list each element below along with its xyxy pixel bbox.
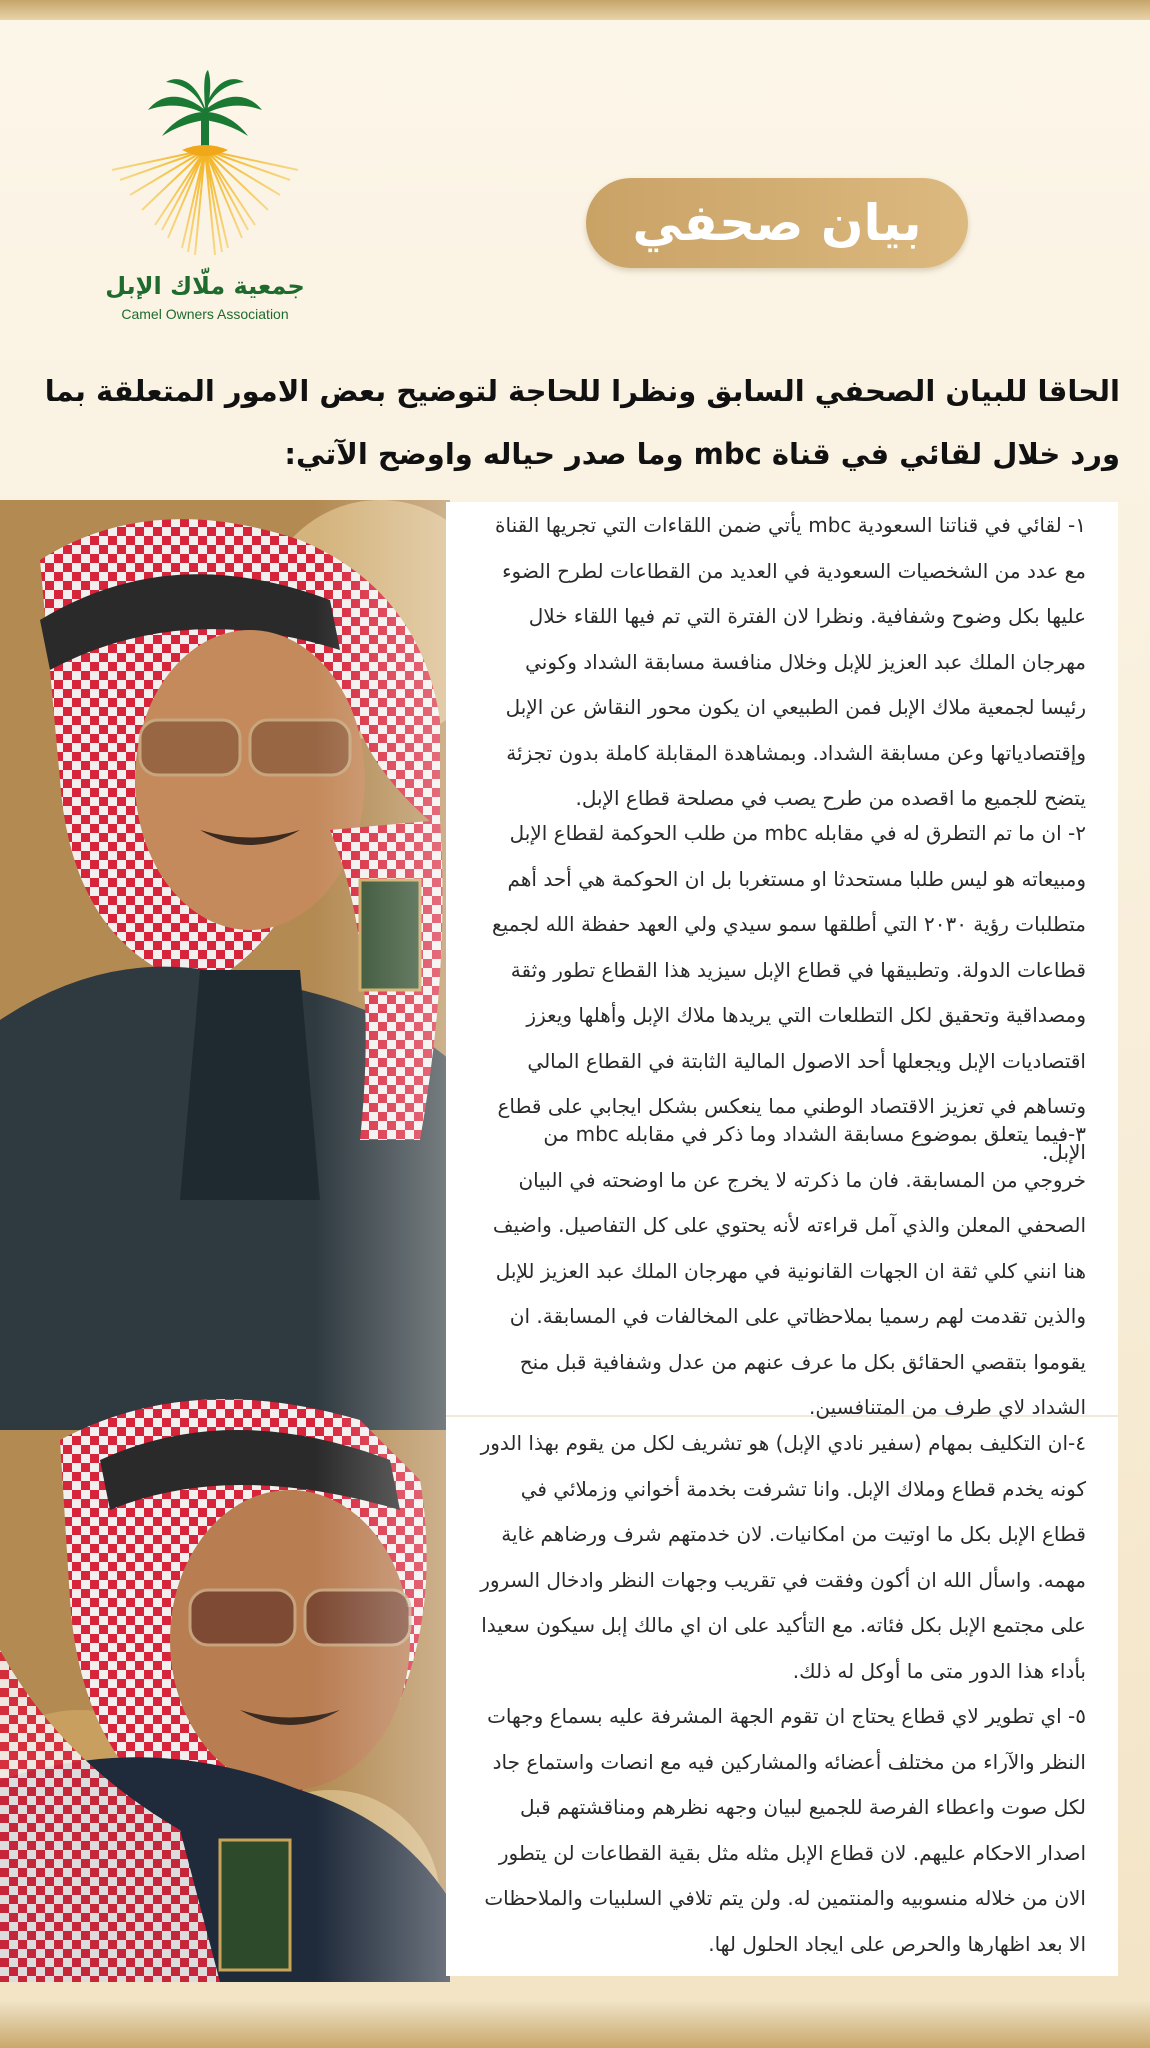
portrait-photo <box>0 500 450 1982</box>
bottom-gold-band <box>0 2002 1150 2048</box>
association-logo <box>100 70 310 330</box>
statement-point-3: ٣-فيما يتعلق بموضوع مسابقة الشداد وما ذكر في مقابله mbc من خروجي من المسابقة. فان ما ذكرته لا يخرج عن ما اوضحته في البيان الصحفي المعلن والذي آمل قراءته لأنه يحتوي على كل التفاصيل. واضيف هنا انني كلي ثقة ان الجهات القانونية في مهرجان الملك عبد العزيز للإبل والذين تقدمت لهم رسميا بملاحظاتي على المخالفات في المسابقة. ان يقوموا بتقصي الحقائق بكل ما عرف عنهم من عدل وشفافية قبل منح الشداد لاي طرف من المتنافسين. <box>492 1122 1086 1419</box>
statement-point-4: ٤-ان التكليف بمهام (سفير نادي الإبل) هو تشريف لكل من يقوم بهذا الدور كونه يخدم قطاع وملاك الإبل. وانا تشرفت بخدمة أخواني وزملائي في قطاع الإبل بكل ما اوتيت من امكانيات. لان خدمتهم شرف ورضاهم غاية مهمه. واسأل الله ان أكون وفقت في تقريب وجهات النظر وادخال السرور على مجتمع الإبل بكل فئاته. مع التأكيد على ان اي مالك إبل سيكون سعيدا بأداء هذا الدور متى ما أوكل له ذلك. <box>480 1431 1086 1683</box>
statement-point-5: ٥- اي تطوير لاي قطاع يحتاج ان تقوم الجهة المشرفة عليه بسماع وجهات النظر والآراء من مختلف أعضائه والمشاركين فيه مع انصات واستماع جاد لكل صوت واعطاء الفرصة للجميع لبيان وجهه نظرهم ومناقشتهم قبل اصدار الاحكام عليهم. لان قطاع الإبل مثله مثل بقية القطاعات لن يتطور الان من خلاله منسوبيه والمنتمين له. ولن يتم تلافي السلبيات والملاحظات الا بعد اظهارها والحرص على ايجاد الحلول لها. <box>484 1704 1086 1956</box>
statement-point-1: ١- لقائي في قناتنا السعودية mbc يأتي ضمن اللقاءات التي تجريها القناة مع عدد من الشخصيات السعودية في العديد من القطاعات لطرح الضوء عليها بكل وضوح وشفافية. ونظرا لان الفترة التي تم فيها اللقاء خلال مهرجان الملك عبد العزيز للإبل وخلال منافسة مسابقة الشداد وكوني رئيسا لجمعية ملاك الإبل فمن الطبيعي ان يكون محور النقاش عن الإبل وإقتصادياتها وعن مسابقة الشداد. وبمشاهدة المقابلة كاملة بدون تجزئة يتضح للجميع ما اقصده من طرح يصب في مصلحة قطاع الإبل. <box>495 513 1086 810</box>
intro-text: الحاقا للبيان الصحفي السابق ونظرا للحاجة لتوضيح بعض الامور المتعلقة بما ورد خلال لقائي في قناة mbc وما صدر حياله واوضح الآتي: <box>44 374 1120 471</box>
portrait-illustration-icon <box>0 500 450 1982</box>
logo-name-english: Camel Owners Association <box>121 306 289 322</box>
palm-logo-icon <box>100 70 310 270</box>
top-gold-band <box>0 0 1150 20</box>
logo-name-arabic: جمعية ملّاك الإبل <box>105 272 305 300</box>
statement-point-2: ٢- ان ما تم التطرق له في مقابله mbc من طلب الحوكمة لقطاع الإبل ومبيعاته هو ليس طلبا مستحدثا او مستغربا بل ان الحوكمة هي أحد أهم متطلبات رؤية ٢٠٣٠ التي أطلقها سمو سيدي ولي العهد حفظة الله لجميع قطاعات الدولة. وتطبيقها في قطاع الإبل سيزيد هذا القطاع تطور وثقة ومصداقية وتحقيق لكل التطلعات التي يريدها ملاك الإبل وأهلها ويعزز اقتصاديات الإبل ويجعلها أحد الاصول المالية الثابتة في القطاع المالي وتساهم في تعزيز الاقتصاد الوطني مما ينعكس بشكل ايجابي على قطاع الإبل. <box>491 821 1086 1164</box>
page-title: بيان صحفي <box>632 194 922 252</box>
